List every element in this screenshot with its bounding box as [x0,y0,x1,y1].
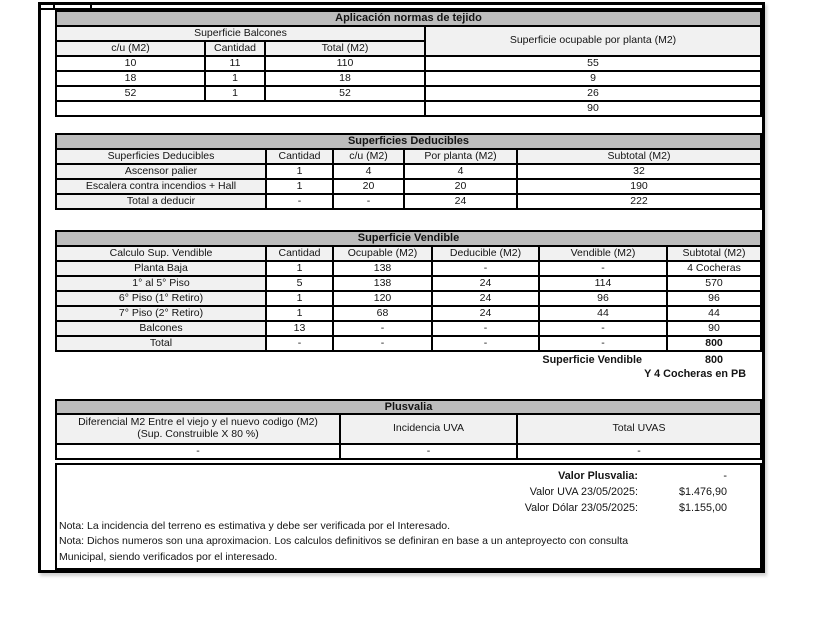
cell: 1 [267,262,332,275]
cell: 1 [267,307,332,320]
cell: 24 [433,277,538,290]
cell: - [433,262,538,275]
col-header: Cantidad [267,247,332,260]
cell: 18 [57,72,204,85]
row-label: 1° al 5° Piso [57,277,265,290]
cell: 10 [57,57,204,70]
summary-value: 800 [704,353,723,366]
nota-line: Municipal, siendo verificados por el interesado. [59,550,278,563]
cell: 1 [267,292,332,305]
col-header: Cantidad [267,150,332,163]
cell: 120 [334,292,431,305]
cell: 90 [426,102,760,115]
col-header: c/u (M2) [57,42,204,55]
col-group-header-balcones: Superficie Balcones [57,27,424,40]
spreadsheet-sheet [38,2,765,573]
cell: 20 [405,180,516,193]
cell: - [433,337,538,350]
cell: 9 [426,72,760,85]
section-title-vendible: Superficie Vendible [57,232,760,245]
valor-value: $1.155,00 [678,502,727,514]
col-header: Subtotal (M2) [668,247,760,260]
col-header: Total (M2) [266,42,424,55]
col-header: Superficies Deducibles [57,150,265,163]
cell: 4 [334,165,403,178]
row-label: Balcones [57,322,265,335]
cell: 1 [267,180,332,193]
vendible-summary [55,352,762,367]
valor-row [57,468,760,484]
row-label: Total [57,337,265,350]
cell: - [334,337,431,350]
col-header-ocupable: Superficie ocupable por planta (M2) [426,27,760,55]
col-header: Ocupable (M2) [334,247,431,260]
cell: 52 [57,87,204,100]
col-header: Subtotal (M2) [518,150,760,163]
row-label: Ascensor palier [57,165,265,178]
valor-label: Valor Plusvalia: [558,470,638,482]
valor-label: Valor Dólar 23/05/2025: [524,502,638,514]
col-header: Calculo Sup. Vendible [57,247,265,260]
summary-note: Y 4 Cocheras en PB [644,368,746,380]
cell: 110 [266,57,424,70]
cell: - [341,445,516,458]
row-label: Planta Baja [57,262,265,275]
cell: 4 Cocheras [668,262,760,275]
row-label: Total a deducir [57,195,265,208]
plusvalia-table [55,399,762,460]
cell: - [540,262,666,275]
cell-total: 800 [668,337,760,350]
cell: - [433,322,538,335]
summary-label: Superficie Vendible [542,353,642,366]
cell: 20 [334,180,403,193]
cell: 11 [206,57,264,70]
col-header: Deducible (M2) [433,247,538,260]
cell: 13 [267,322,332,335]
deducibles-table [55,133,762,210]
cell: 32 [518,165,760,178]
col-header: Vendible (M2) [540,247,666,260]
cell: - [57,445,339,458]
section-title-deducibles: Superficies Deducibles [57,135,760,148]
cell: - [540,322,666,335]
cell: 18 [266,72,424,85]
row-label: Escalera contra incendios + Hall [57,180,265,193]
cell: - [518,445,760,458]
cell: 52 [266,87,424,100]
empty-cell [57,102,424,115]
cell: 4 [405,165,516,178]
valor-row [57,500,760,516]
tejido-table [55,10,762,117]
col-header: Incidencia UVA [341,415,516,443]
cell: - [267,195,332,208]
cell: 96 [668,292,760,305]
vendible-table [55,230,762,352]
cell: 1 [206,72,264,85]
cell: 68 [334,307,431,320]
cell-divider [90,5,92,9]
cell: 44 [668,307,760,320]
cell: 1 [267,165,332,178]
cell: 5 [267,277,332,290]
cell: 96 [540,292,666,305]
cell: 55 [426,57,760,70]
cell: - [334,322,431,335]
col-header-diferencial [57,415,339,443]
valor-row [57,484,760,500]
cell: 138 [334,277,431,290]
cell: 138 [334,262,431,275]
cell: - [267,337,332,350]
cell-divider [53,5,55,9]
section-title-tejido: Aplicación normas de tejido [57,12,760,25]
cell: 114 [540,277,666,290]
cell: 24 [433,292,538,305]
col-header: Total UVAS [518,415,760,443]
cell: - [334,195,403,208]
row-label: 6° Piso (1° Retiro) [57,292,265,305]
section-title-plusvalia: Plusvalia [57,401,760,413]
nota-line: Nota: Dichos numeros son una aproximacion. Los calculos definitivos se definiran en base a un anteproyecto con consulta [59,535,629,547]
col-header: c/u (M2) [334,150,403,163]
cell: 26 [426,87,760,100]
nota-line: Nota: La incidencia del terreno es estimativa y debe ser verificada por el Interesado. [59,519,451,532]
row-label: 7° Piso (2° Retiro) [57,307,265,320]
notes-block [57,519,760,569]
col-header-line: (Sup. Construible X 80 %) [137,428,259,440]
cell: 1 [206,87,264,100]
cell: 570 [668,277,760,290]
valor-value: $1.476,90 [678,486,727,498]
col-header-line: Diferencial M2 Entre el viejo y el nuevo codigo (M2) [78,416,318,429]
col-header: Por planta (M2) [405,150,516,163]
cell: 44 [540,307,666,320]
cell: 24 [405,195,516,208]
cell: 90 [668,322,760,335]
cell: 190 [518,180,760,193]
col-header: Cantidad [206,42,264,55]
cell: - [540,337,666,350]
cell: 222 [518,195,760,208]
valores-notas-box [55,463,762,570]
cell: 24 [433,307,538,320]
valor-value: - [723,470,727,482]
valor-label: Valor UVA 23/05/2025: [529,486,638,498]
